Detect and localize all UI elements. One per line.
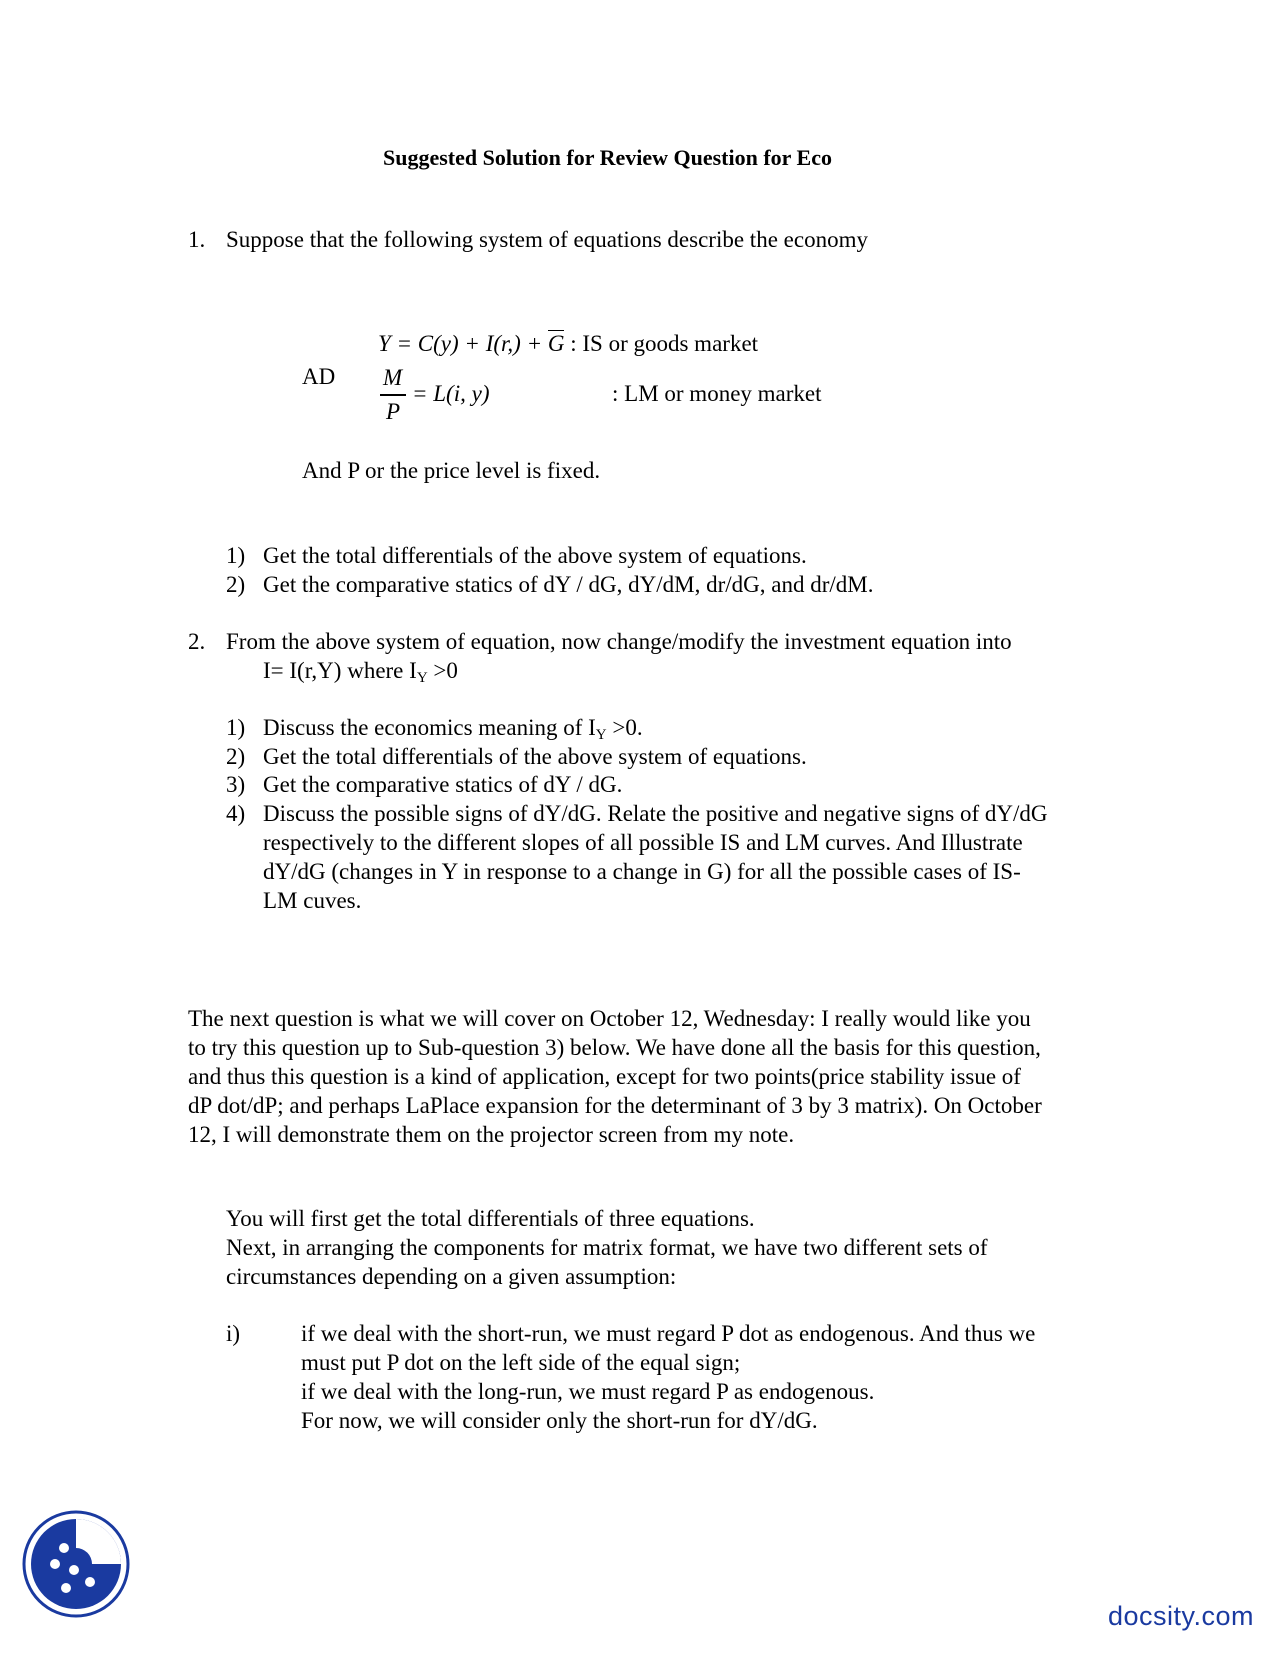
next-para-line1: The next question is what we will cover on October 12, Wednesday: I really would like you [188,1006,1031,1031]
next-para-line5: 12, I will demonstrate them on the projector screen from my note. [188,1122,795,1147]
q2-number: 2. [188,629,206,654]
q2-sub1-a: Discuss the economics meaning of I [263,715,596,740]
q2-sub2-number: 2) [226,744,246,769]
ad-label: AD [302,364,336,389]
instr-line3: circumstances depending on a given assumption: [226,1264,677,1289]
is-equation-left: Y = C(y) + I(r,) + [378,331,548,356]
q2-sub3-number: 3) [226,772,246,797]
q2-sub4-line1: Discuss the possible signs of dY/dG. Relate the positive and negative signs of dY/dG [263,801,1048,826]
item-i-line2: must put P dot on the left side of the equal sign; [301,1350,741,1375]
q2-sub4-number: 4) [226,801,246,826]
q2-sub4-line3: dY/dG (changes in Y in response to a change in G) for all the possible cases of IS- [263,859,1021,884]
price-note: And P or the price level is fixed. [302,458,601,483]
lm-equation-label: : LM or money market [612,381,822,406]
q2-sub2-text: Get the total differentials of the above system of equations. [263,744,807,769]
q1-sub2-number: 2) [226,572,246,597]
next-para-line3: and thus this question is a kind of application, except for two points(price stability issue of [188,1064,1021,1089]
q2-line2 [263,657,458,688]
next-para-line2: to try this question up to Sub-question 3) below. We have done all the basis for this question, [188,1035,1041,1060]
item-i-number: i) [226,1321,241,1346]
q2-sub3-text: Get the comparative statics of dY / dG. [263,772,623,797]
q1-sub1-text: Get the total differentials of the above system of equations. [263,543,807,568]
item-i-line4: For now, we will consider only the short-run for dY/dG. [301,1408,818,1433]
q2-sub1-subscript: Y [595,727,607,743]
q2-sub4-line2: respectively to the different slopes of all possible IS and LM curves. And Illustrate [263,830,1023,855]
is-equation-label: : IS or goods market [570,331,759,356]
q1-sub1-number: 1) [226,543,246,568]
next-para-line4: dP dot/dP; and perhaps LaPlace expansion for the determinant of 3 by 3 matrix). On October [188,1093,1042,1118]
page-title: Suggested Solution for Review Question for Eco [383,145,832,170]
q2-sub4-line4: LM cuves. [263,888,362,913]
is-equation [378,330,758,358]
is-equation-g: G [547,331,565,356]
q2-sub1-text [263,714,643,745]
docsity-brand-link[interactable]: docsity.com [1108,1601,1255,1631]
lm-equation-right: = L(i, y) [412,381,490,406]
docsity-logo-icon[interactable] [22,1510,130,1618]
q2-line2-subscript: Y [416,670,428,686]
lm-fraction-bar [380,394,406,396]
lm-numerator: M [383,365,403,390]
q1-text: Suppose that the following system of equations describe the economy [226,227,868,252]
q2-line2-b: >0 [427,658,458,683]
q1-sub2-text: Get the comparative statics of dY / dG, dY/dM, dr/dG, and dr/dM. [263,572,874,597]
q2-line1: From the above system of equation, now change/modify the investment equation into [226,629,1012,654]
item-i-line1: if we deal with the short-run, we must regard P dot as endogenous. And thus we [301,1321,1036,1346]
q2-sub1-number: 1) [226,715,246,740]
item-i-line3: if we deal with the long-run, we must regard P as endogenous. [301,1379,875,1404]
instr-line1: You will first get the total differentials of three equations. [226,1206,755,1231]
q1-number: 1. [188,227,206,252]
q2-line2-a: I= I(r,Y) where I [263,658,417,683]
instr-line2: Next, in arranging the components for matrix format, we have two different sets of [226,1235,988,1260]
lm-denominator: P [386,399,401,424]
q2-sub1-b: >0. [606,715,643,740]
